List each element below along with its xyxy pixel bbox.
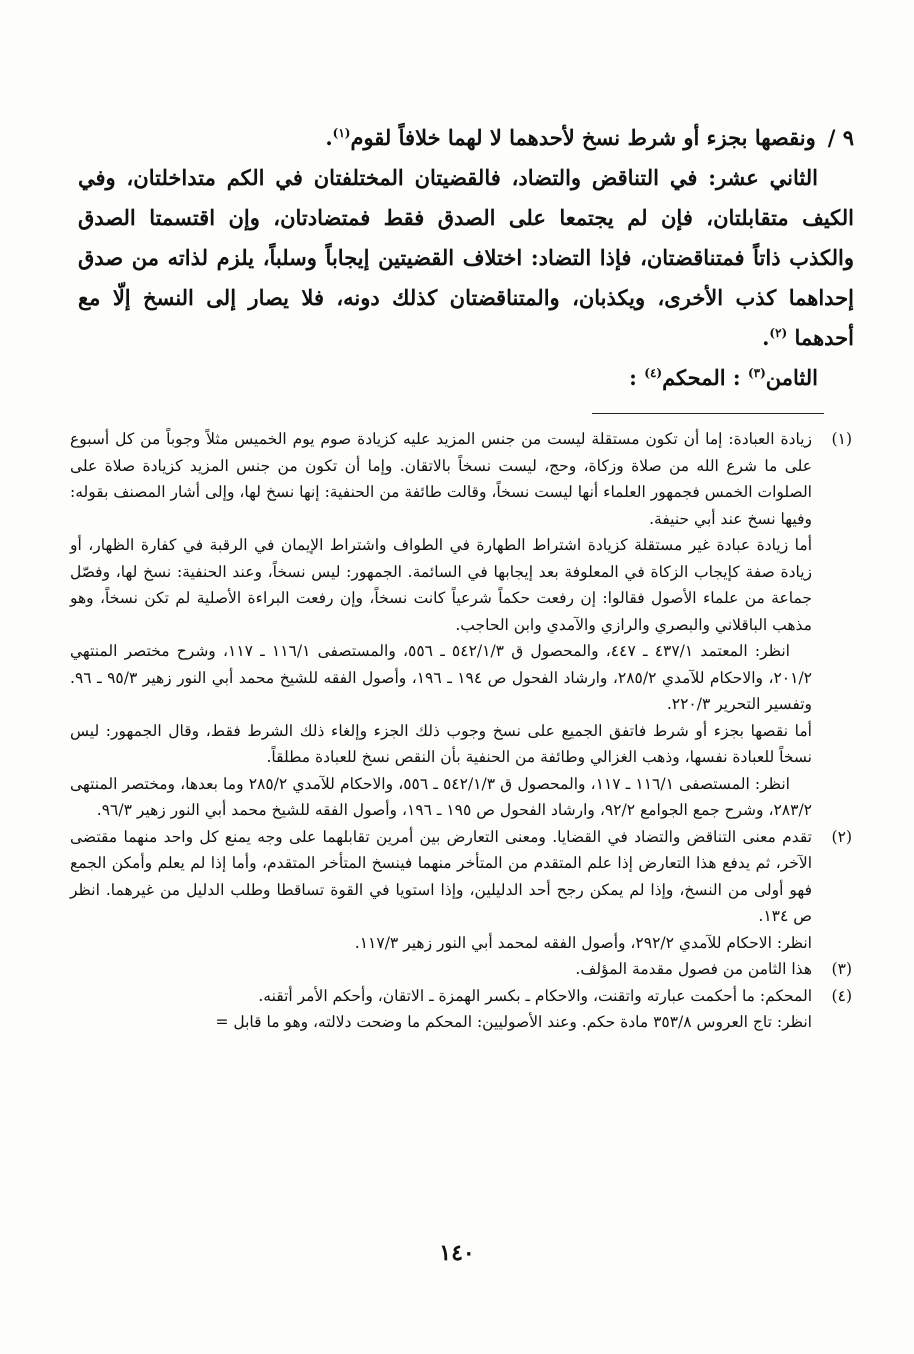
footnote-reference: انظر: تاج العروس ٣٥٣/٨ مادة حكم. وعند الأصوليين: المحكم ما وضحت دلالته، وهو ما قابل = (215, 1013, 812, 1031)
footnote-paragraph: المحكم: ما أحكمت عبارته واتقنت، والاحكام ـ بكسر الهمزة ـ الاتقان، وأحكم الأمر أتقنه. (258, 986, 812, 1005)
footnote-reference: انظر: المعتمد ٤٣٧/١ ـ ٤٤٧، والمحصول ق ٥٤٢/١/٣ ـ ٥٥٦، والمستصفى ١١٦/١ ـ ١١٧، وشرح مختصر المنتهي ٢٠١/٢، والاحكام للآمدي ٢٨٥/٢، وارشاد الفحول ص ١٩٤ ـ ١٩٦، وأصول الفقه للشيخ محمد أبي النور زهير ٩٥/٣ ـ ٩٦. وتفسير التحرير ٢٢٠/٣. (70, 642, 812, 713)
footnote-2 (70, 824, 852, 957)
line-number: ٩ / (827, 125, 854, 150)
footnotes (70, 426, 852, 1036)
footnote-label: (٢) (831, 827, 852, 846)
footnote-ref-1[interactable]: (١) (332, 126, 351, 140)
footnote-paragraph: زيادة العبادة: إما أن تكون مستقلة ليست من جنس المزيد عليه كزيادة صوم يوم الخميس مثلاً وجوباً من كل أسبوع على ما شرع الله من صلاة وزكاة، وحج، ليست نسخاً بالاتقان. وإما أن تكون من جنس المزيد كزيادة صلاة على الصلوات الخمس فجمهور العلماء أنها ليست نسخاً، وقالت طائفة من الحنفية: إنها نسخ لها، وإلى أشار المصنف بقوله: وفيها نسخ عند أبي حنيفة. (70, 430, 812, 528)
footnote-4 (70, 983, 852, 1036)
footnote-label: (٤) (831, 986, 852, 1005)
main-text (78, 118, 854, 398)
text-line-9: ٩ /ونقصها بجزء أو شرط نسخ لأحدهما لا لهما خلافاً لقوم$^{(١)}$. (325, 125, 854, 150)
footnote-paragraph: تقدم معنى التناقض والتضاد في القضايا. ومعنى التعارض بين أمرين تقابلهما على وجه يمنع كل واحد منهما مقتضى الآخر، ثم يدفع هذا التعارض إذا علم المتقدم من المتأخر منهما فينسخ المتأخر المتقدم، وأما إذا لم يعلم وأمكن الجمع فهو أولى من النسخ، وإذا لم يمكن رجح أحد الدليلين، وإذا استويا في القوة تساقطا وطلب الدليل من غيرهما. انظر ص ١٣٤. (70, 827, 812, 925)
footnote-paragraph: أما نقصها بجزء أو شرط فاتفق الجميع على نسخ وجوب ذلك الجزء وإلغاء ذلك الشرط فقط، وقال الجمهور: ليس نسخاً للعبادة نفسها، وذهب الغزالي وطائفة من الحنفية بأن النقص نسخ للعبادة مطلقاً. (70, 721, 812, 766)
footnote-label: (١) (831, 430, 852, 448)
footnote-separator (592, 413, 824, 414)
footnote-ref-4[interactable]: (٤) (644, 366, 663, 380)
section-heading-twelfth: الثاني عشر: (708, 165, 818, 190)
footnote-1 (70, 426, 852, 824)
section-twelfth: الثاني عشر: في التناقض والتضاد، فالقضيتان المختلفتان في الكم متداخلتان، وفي الكيف متقابلتان، فإن لم يجتمعا على الصدق فقط فمتضادتان، وإن اقتسمتا الصدق والكذب ذاتاً فمتناقضتان، فإذا التضاد: اختلاف القضيتين إيجاباً وسلباً، يلزم لذاته من صدق إحداهما كذب الأخرى، ويكذبان، والمتناقضتان كذلك دونه، فلا يصار إلى النسخ إلّا مع أحدهما $^{(٢)}$. (78, 165, 854, 350)
footnote-reference: انظر: المستصفى ١١٦/١ ـ ١١٧، والمحصول ق ٥٤٢/١/٣ ـ ٥٥٦، والاحكام للآمدي ٢٨٥/٢ وما بعدها، ومختصر المنتهى ٢٨٣/٢، وشرح جمع الجوامع ٩٢/٢، وارشاد الفحول ص ١٩٥ ـ ١٩٦، وأصول الفقه للشيخ محمد أبي النور زهير ٩٦/٣. (70, 774, 812, 819)
footnote-paragraph: هذا الثامن من فصول مقدمة المؤلف. (575, 960, 812, 978)
footnote-3 (70, 956, 852, 983)
footnote-reference: انظر: الاحكام للآمدي ٢٩٢/٢، وأصول الفقه لمحمد أبي النور زهير ١١٧/٣. (354, 933, 812, 952)
footnote-label: (٣) (831, 960, 852, 978)
footnote-paragraph: أما زيادة عبادة غير مستقلة كزيادة اشتراط الطهارة في الطواف واشتراط الإيمان في الرقبة في كفارة الظهار، أو زيادة صفة كإيجاب الزكاة في المعلوفة بعد إيجابها في السائمة. الجمهور: ليس نسخاً، وعند الحنفية: نسخ لها، وفصّل جماعة من علماء الأصول فقالوا: إن رفعت حكماً شرعياً كانت نسخاً، وإن رفعت البراءة الأصلية لم تكن نسخاً، وهو مذهب الباقلاني والبصري والرازي والآمدي وابن الحاجب. (70, 536, 812, 634)
footnote-ref-2[interactable]: (٢) (769, 326, 788, 340)
footnote-ref-3[interactable]: (٣) (747, 366, 766, 380)
section-twelfth-body: في التناقض والتضاد، فالقضيتان المختلفتان في الكم متداخلتان، وفي الكيف متقابلتان، فإن لم يجتمعا على الصدق فقط فمتضادتان، وإن اقتسمتا الصدق والكذب ذاتاً فمتناقضتان، فإذا التضاد: اختلاف القضيتين إيجاباً وسلباً، يلزم لذاته من صدق إحداهما كذب الأخرى، ويكذبان، والمتناقضتان كذلك دونه، فلا يصار إلى النسخ إلّا مع أحدهما (78, 165, 854, 350)
line-9-text: ونقصها بجزء أو شرط نسخ لأحدهما لا لهما خلافاً لقوم (350, 125, 816, 150)
section-heading-eighth: الثامن (765, 365, 818, 390)
section-eighth: الثامن$^{(٣)}$ : المحكم$^{(٤)}$ : (629, 365, 818, 390)
section-eighth-title: : المحكم (662, 365, 748, 390)
page-number: ١٤٠ (439, 1240, 475, 1266)
